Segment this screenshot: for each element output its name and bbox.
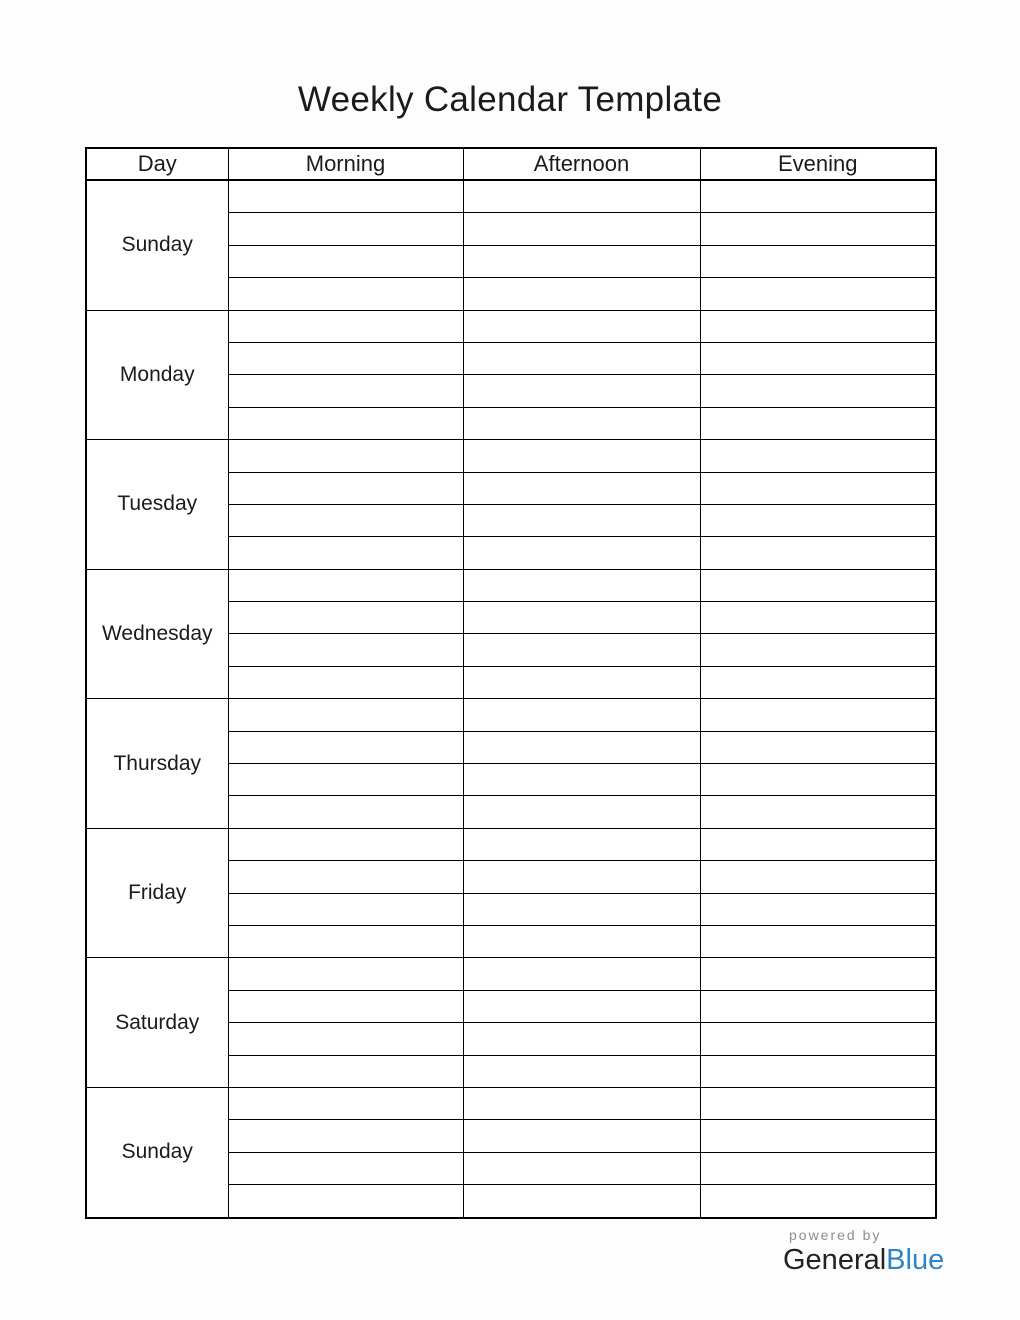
page-title: Weekly Calendar Template [297,80,723,119]
empty-slot-cell [463,893,700,925]
empty-slot-cell [463,764,700,796]
calendar-body [86,180,936,1218]
powered-by-label: powered by [789,1227,882,1243]
day-cell-wednesday-3: Wednesday [86,569,228,699]
slot-row [86,180,936,213]
empty-slot-cell [463,504,700,536]
empty-slot-cell [700,990,936,1022]
empty-slot-cell [700,1087,936,1119]
empty-slot-cell [228,472,463,504]
empty-slot-cell [228,310,463,342]
empty-slot-cell [700,1023,936,1055]
empty-slot-cell [228,537,463,569]
empty-slot-cell [463,990,700,1022]
day-cell-sunday-7: Sunday [86,1087,228,1217]
day-cell-sunday-0: Sunday [86,180,228,310]
empty-slot-cell [228,634,463,666]
empty-slot-cell [463,828,700,860]
empty-slot-cell [463,213,700,245]
weekly-calendar-table [85,147,937,1219]
empty-slot-cell [463,180,700,213]
empty-slot-cell [463,699,700,731]
empty-slot-cell [700,1055,936,1087]
empty-slot-cell [463,1023,700,1055]
empty-slot-cell [700,278,936,310]
empty-slot-cell [700,569,936,601]
empty-slot-cell [228,958,463,990]
empty-slot-cell [228,407,463,439]
empty-slot-cell [228,440,463,472]
slot-row [86,958,936,990]
empty-slot-cell [228,990,463,1022]
day-cell-monday-1: Monday [86,310,228,440]
empty-slot-cell [463,1185,700,1218]
empty-slot-cell [700,310,936,342]
empty-slot-cell [228,1120,463,1152]
empty-slot-cell [463,602,700,634]
empty-slot-cell [228,1087,463,1119]
empty-slot-cell [700,893,936,925]
slot-row [86,569,936,601]
empty-slot-cell [700,440,936,472]
empty-slot-cell [463,375,700,407]
empty-slot-cell [700,342,936,374]
empty-slot-cell [463,440,700,472]
empty-slot-cell [700,537,936,569]
slot-row [86,828,936,860]
empty-slot-cell [463,569,700,601]
empty-slot-cell [463,731,700,763]
empty-slot-cell [700,861,936,893]
empty-slot-cell [463,342,700,374]
empty-slot-cell [228,893,463,925]
empty-slot-cell [228,342,463,374]
day-cell-saturday-6: Saturday [86,958,228,1088]
column-header-evening: Evening [700,148,936,180]
empty-slot-cell [463,634,700,666]
slot-row [86,699,936,731]
empty-slot-cell [700,213,936,245]
empty-slot-cell [463,796,700,828]
slot-row [86,440,936,472]
empty-slot-cell [228,666,463,698]
empty-slot-cell [463,666,700,698]
column-header-day: Day [86,148,228,180]
empty-slot-cell [700,796,936,828]
empty-slot-cell [228,1152,463,1184]
brand-text-general: General [783,1244,887,1276]
empty-slot-cell [463,407,700,439]
empty-slot-cell [700,634,936,666]
empty-slot-cell [228,764,463,796]
empty-slot-cell [228,375,463,407]
column-header-morning: Morning [228,148,463,180]
empty-slot-cell [463,1120,700,1152]
empty-slot-cell [700,828,936,860]
slot-row [86,310,936,342]
empty-slot-cell [700,504,936,536]
footer [783,1228,944,1275]
empty-slot-cell [228,699,463,731]
day-cell-tuesday-2: Tuesday [86,440,228,570]
empty-slot-cell [463,472,700,504]
empty-slot-cell [700,1152,936,1184]
empty-slot-cell [228,861,463,893]
empty-slot-cell [700,375,936,407]
empty-slot-cell [700,699,936,731]
empty-slot-cell [228,828,463,860]
empty-slot-cell [463,278,700,310]
empty-slot-cell [700,602,936,634]
brand-text-blue: Blue [886,1244,945,1276]
empty-slot-cell [228,180,463,213]
empty-slot-cell [463,245,700,277]
empty-slot-cell [463,1152,700,1184]
empty-slot-cell [700,1185,936,1218]
empty-slot-cell [463,1055,700,1087]
empty-slot-cell [228,1055,463,1087]
slot-row [86,1087,936,1119]
empty-slot-cell [700,925,936,957]
empty-slot-cell [700,472,936,504]
empty-slot-cell [228,602,463,634]
empty-slot-cell [228,569,463,601]
empty-slot-cell [228,1023,463,1055]
empty-slot-cell [463,1087,700,1119]
column-header-afternoon: Afternoon [463,148,700,180]
empty-slot-cell [700,666,936,698]
empty-slot-cell [228,504,463,536]
empty-slot-cell [228,278,463,310]
empty-slot-cell [228,796,463,828]
empty-slot-cell [700,245,936,277]
empty-slot-cell [463,861,700,893]
empty-slot-cell [463,310,700,342]
day-cell-thursday-4: Thursday [86,699,228,829]
header-row [86,148,936,180]
empty-slot-cell [228,245,463,277]
empty-slot-cell [228,925,463,957]
empty-slot-cell [463,925,700,957]
empty-slot-cell [700,407,936,439]
empty-slot-cell [228,1185,463,1218]
empty-slot-cell [700,764,936,796]
generalblue-logo [783,1246,944,1275]
empty-slot-cell [700,180,936,213]
empty-slot-cell [700,1120,936,1152]
empty-slot-cell [463,537,700,569]
day-cell-friday-5: Friday [86,828,228,958]
empty-slot-cell [228,213,463,245]
empty-slot-cell [228,731,463,763]
empty-slot-cell [463,958,700,990]
empty-slot-cell [700,731,936,763]
empty-slot-cell [700,958,936,990]
